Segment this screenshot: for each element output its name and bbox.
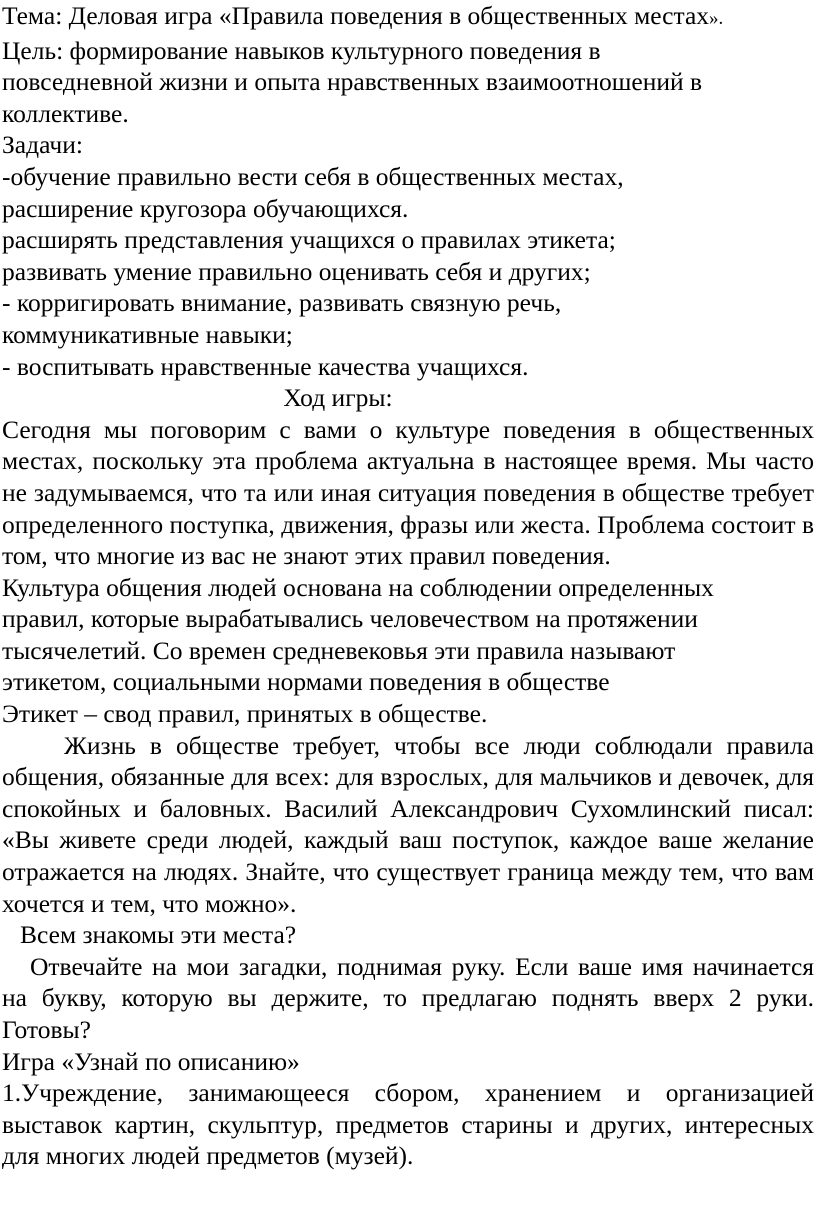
goal-line-1: Цель: формирование навыков культурного поведения в [2,35,601,65]
topic-text: Тема: Деловая игра «Правила поведения в общественных местах [2,1,710,30]
para2-line-4: этикетом, социальными нормами поведения в обществе [2,667,610,697]
tasks-heading: Задачи: [2,130,83,160]
task-line-3: расширять представления учащихся о правилах этикета; [2,225,616,255]
question-line: Всем знакомы эти места? [20,920,297,950]
task-line-4: развивать умение правильно оценивать себя и других; [2,256,591,286]
para2-line-3: тысячелетий. Со времен средневековья эти правила называют [2,635,676,665]
task-line-7: - воспитывать нравственные качества учащихся. [2,351,529,381]
task-line-1: -обучение правильно вести себя в общественных местах, [2,161,624,191]
paragraph-4: Отвечайте на мои загадки, поднимая руку. Если ваше имя начинается на букву, которую вы держите, то предлагаю поднять вверх 2 руки. Готовы? [2,951,814,1044]
goal-line-3: коллективе. [2,98,129,128]
goal-line-2: повседневной жизни и опыта нравственных взаимоотношений в [2,67,703,97]
topic-line [2,0,814,35]
game-title: Игра «Узнай по описанию» [2,1046,300,1076]
game-heading: Ход игры: [283,383,393,413]
paragraph-1: Сегодня мы поговорим с вами о культуре поведения в общественных местах, поскольку эта проблема актуальна в настоящее время. Мы часто не задумываемся, что та или иная ситуация поведения в обществе требует определенного поступка, движения, фразы или жеста. Проблема состоит в том, что многие из вас не знают этих правил поведения. [2,414,814,571]
riddle-item-1: 1.Учреждение, занимающееся сбором, хранением и организацией выставок картин, скульптур, предметов старины и других, интересных для многих людей предметов (музей). [2,1078,814,1171]
task-line-5: - корригировать внимание, развивать связную речь, [2,288,562,318]
task-line-2: расширение кругозора обучающихся. [2,193,409,223]
topic-end: ». [709,8,724,29]
task-line-6: коммуникативные навыки; [2,319,293,349]
paragraph-3: Жизнь в обществе требует, чтобы все люди соблюдали правила общения, обязанные для всех: для взрослых, для мальчиков и девочек, для спокойных и баловных. Василий Александрович Сухомлинский писал: «Вы живете среди людей, каждый ваш поступок, каждое ваше желание отражается на людях. Знайте, что существует граница между тем, что вам хочется и тем, что можно». [2,730,814,918]
para2-line-2: правил, которые вырабатывались человечеством на протяжении [2,604,698,634]
para2-line-1: Культура общения людей основана на соблюдении определенных [2,572,714,602]
para2-line-5: Этикет – свод правил, принятых в обществе. [2,699,488,729]
